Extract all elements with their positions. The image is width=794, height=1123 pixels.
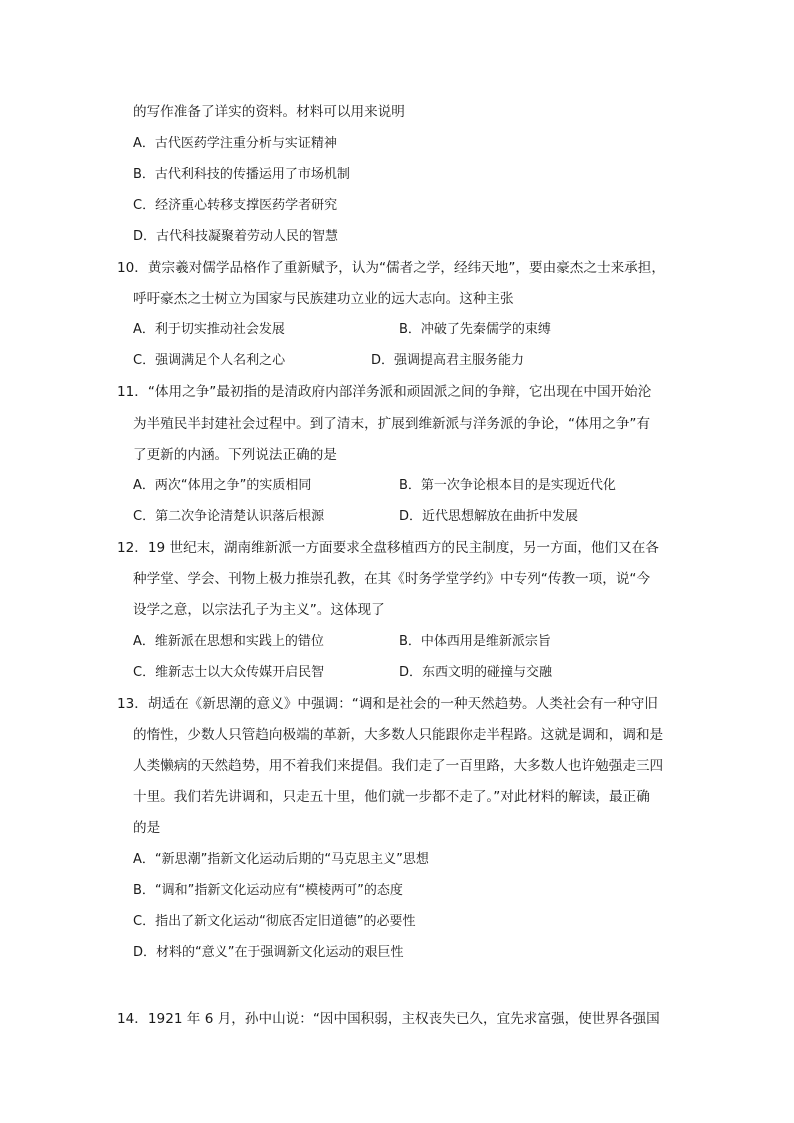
q12-stem-line-3: 设学之意，以宗法孔子为主义”。这体现了 [133, 602, 385, 618]
q13-option-c: C．指出了新文化运动“彻底否定旧道德”的必要性 [133, 914, 416, 929]
q12-option-c: C．维新志士以大众传媒开启民智 [133, 665, 325, 680]
q12-stem-line-1: 12．19 世纪末，湖南维新派一方面要求全盘移植西方的民主制度，另一方面，他们又在各 [117, 540, 659, 556]
q9-option-a: A．古代医药学注重分析与实证精神 [133, 136, 337, 151]
q13-option-a: A．“新思潮”指新文化运动后期的“马克思主义”思想 [133, 852, 429, 867]
q9-option-c: C．经济重心转移支撑医药学者研究 [133, 198, 338, 213]
q13-stem-line-3: 人类懒病的天然趋势，用不着我们来提倡。我们走了一百里路，大多数人也许勉强走三四 [133, 758, 664, 774]
q11-option-b: B．第一次争论根本目的是实现近代化 [399, 478, 616, 493]
q9-option-b: B．古代利科技的传播运用了市场机制 [133, 167, 350, 182]
q11-stem-line-1: 11．“体用之争”最初指的是清政府内部洋务派和顽固派之间的争辩，它出现在中国开始沦 [117, 384, 652, 400]
q9-stem-tail: 的写作准备了详实的资料。材料可以用来说明 [133, 104, 405, 120]
q13-option-d: D．材料的“意义”在于强调新文化运动的艰巨性 [133, 945, 404, 960]
q10-option-c: C．强调满足个人名利之心 [133, 353, 286, 368]
q12-stem-line-2: 种学堂、学会、刊物上极力推崇孔教，在其《时务学堂学约》中专列“传教一项，说“今 [133, 571, 651, 587]
q11-option-d: D．近代思想解放在曲折中发展 [399, 509, 579, 524]
q10-option-a: A．利于切实推动社会发展 [133, 322, 285, 337]
q12-option-d: D．东西文明的碰撞与交融 [399, 665, 553, 680]
q11-stem-line-3: 了更新的内涵。下列说法正确的是 [133, 447, 337, 463]
q11-option-c: C．第二次争论清楚认识落后根源 [133, 509, 325, 524]
q9-option-d: D．古代科技凝聚着劳动人民的智慧 [133, 229, 339, 244]
q14-stem-line-1: 14．1921 年 6 月，孙中山说：“因中国积弱，主权丧失已久，宜先求富强，使世界各强国 [117, 1011, 660, 1027]
q13-stem-line-5: 的是 [133, 820, 161, 836]
q13-stem-line-1: 13．胡适在《新思潮的意义》中强调：“调和是社会的一种天然趋势。人类社会有一种守旧 [117, 696, 658, 712]
q10-option-d: D．强调提高君主服务能力 [371, 353, 525, 368]
q11-option-a: A．两次“体用之争”的实质相同 [133, 478, 312, 493]
q13-stem-line-4: 十里。我们若先讲调和，只走五十里，他们就一步都不走了。”对此材料的解读，最正确 [133, 789, 650, 805]
q10-stem-line-1: 10．黄宗羲对儒学品格作了重新赋予，认为“儒者之学，经纬天地”，要由豪杰之士来承担， [117, 260, 665, 276]
q13-stem-line-2: 的惰性，少数人只管趋向极端的革新，大多数人只能跟你走半程路。这就是调和，调和是 [133, 727, 664, 743]
q10-option-b: B．冲破了先秦儒学的束缚 [399, 322, 551, 337]
q11-stem-line-2: 为半殖民半封建社会过程中。到了清末，扩展到维新派与洋务派的争论，“体用之争”有 [133, 416, 651, 432]
q12-option-a: A．维新派在思想和实践上的错位 [133, 634, 324, 649]
q10-stem-line-2: 呼吁豪杰之士树立为国家与民族建功立业的远大志向。这种主张 [133, 291, 514, 307]
q13-option-b: B．“调和”指新文化运动应有“模棱两可”的态度 [133, 883, 403, 898]
q12-option-b: B．中体西用是维新派宗旨 [399, 634, 551, 649]
